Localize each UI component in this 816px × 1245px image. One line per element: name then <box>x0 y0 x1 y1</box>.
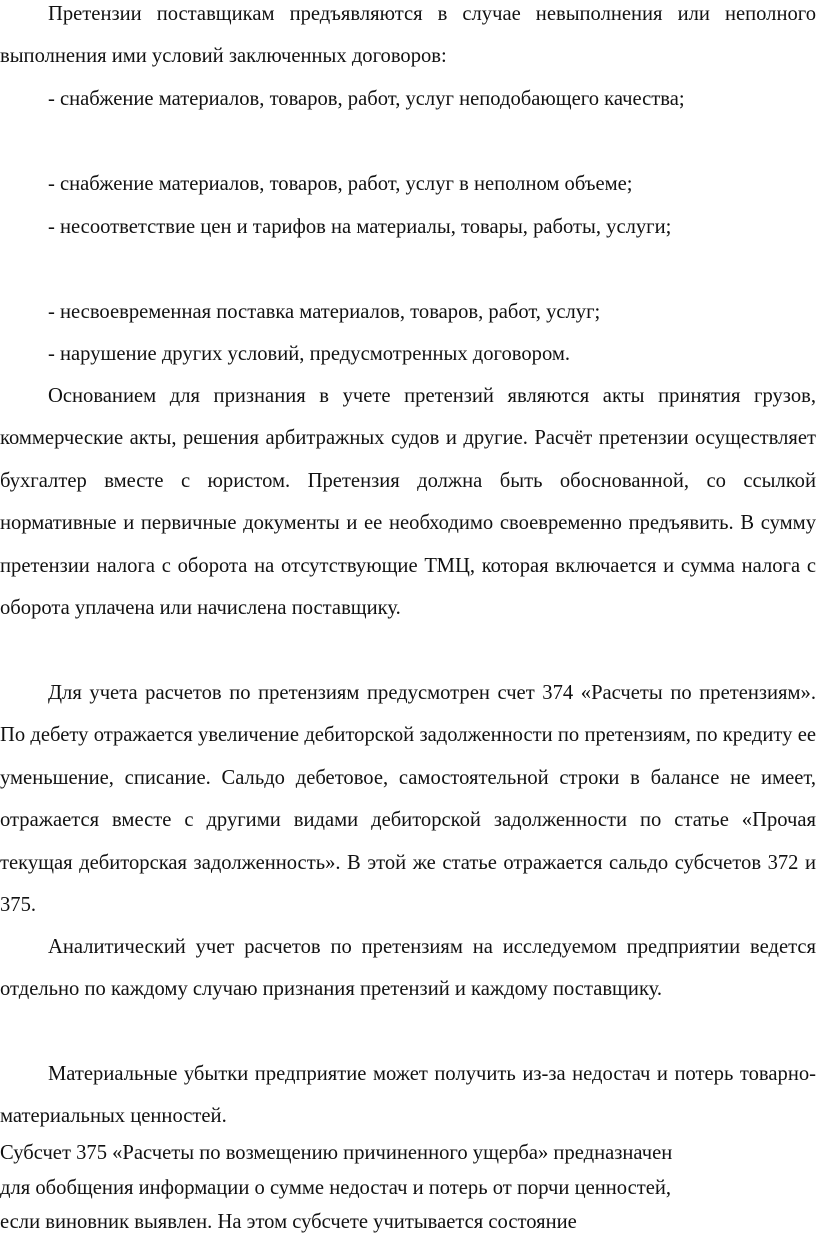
list-item-poor-quality: - снабжение материалов, товаров, работ, услуг неподобающего качества; <box>48 88 685 110</box>
paragraph-line: Субсчет 375 «Расчеты по возмещению причиненного ущерба» предназначен <box>0 1142 673 1164</box>
paragraph-line: если виновник выявлен. На этом субсчете учитывается состояние <box>0 1211 577 1233</box>
paragraph-subaccount-375 <box>0 1136 816 1240</box>
paragraph-material-losses: Материальные убытки предприятие может получить из-за недостач и потерь товарно-материальных ценностей. <box>0 1063 816 1128</box>
paragraph-claims-intro: Претензии поставщикам предъявляются в случае невыполнения или неполного выполнения ими условий заключенных договоров: <box>0 3 816 68</box>
paragraph-line: для обобщения информации о сумме недостач и потерь от порчи ценностей, <box>0 1176 672 1199</box>
list-item-price-mismatch: - несоответствие цен и тарифов на материалы, товары, работы, услуги; <box>48 216 672 238</box>
list-item-incomplete-volume: - снабжение материалов, товаров, работ, услуг в неполном объеме; <box>48 173 633 195</box>
paragraph-account-374: Для учета расчетов по претензиям предусмотрен счет 374 «Расчеты по претензиям». По дебету отражается увеличение дебиторской задолженности по претензиям, по кредиту ее уменьшение, списание. Сальдо дебетовое, самостоятельной строки в балансе не имеет, отражается вместе с другими видами дебиторской задолженности по статье «Прочая текущая дебиторская задолженность». В этой же статье отражается сальдо субсчетов 372 и 375. <box>0 682 816 917</box>
list-item-other-violations: - нарушение других условий, предусмотренных договором. <box>48 343 571 365</box>
paragraph-recognition-basis: Основанием для признания в учете претензий являются акты принятия грузов, коммерческие акты, решения арбитражных судов и другие. Расчёт претензии осуществляет бухгалтер вместе с юристом. Претензия должна быть обоснованной, со ссылкой нормативные и первичные документы и ее необходимо своевременно предъявить. В сумму претензии налога с оборота на отсутствующие ТМЦ, которая включается и сумма налога с оборота уплачена или начислена поставщику. <box>0 385 816 620</box>
list-item-late-delivery: - несвоевременная поставка материалов, товаров, работ, услуг; <box>48 301 601 323</box>
paragraph-analytical-accounting: Аналитический учет расчетов по претензиям на исследуемом предприятии ведется отдельно по каждому случаю признания претензий и каждому поставщику. <box>0 936 816 1001</box>
